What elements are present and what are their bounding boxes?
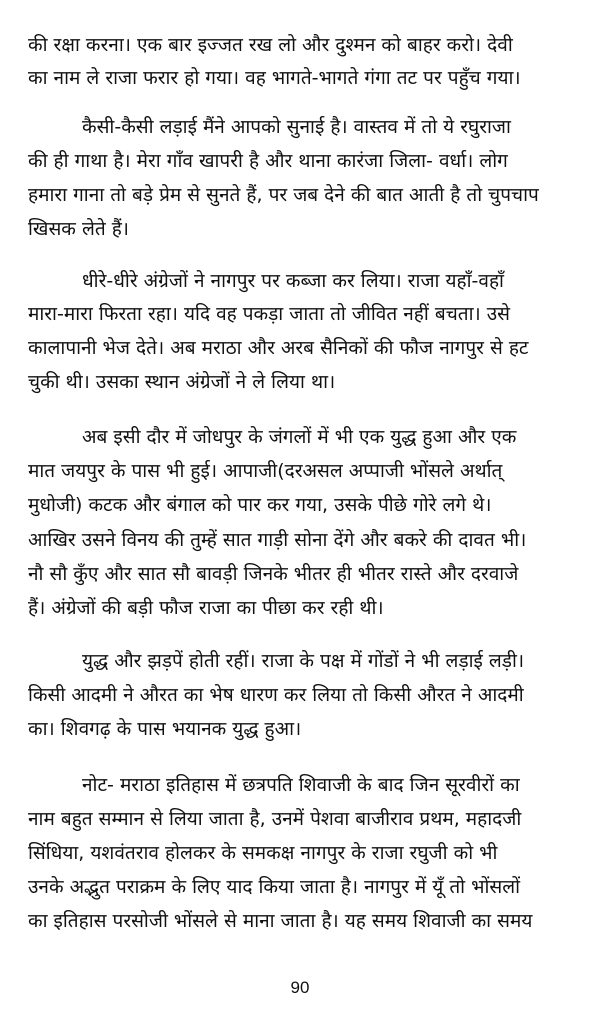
text-line: चुकी थी। उसका स्थान अंग्रेजों ने ले लिया था। [28, 371, 336, 393]
paragraph-first-line: युद्ध और झड़पें होती रहीं। राजा के पक्ष में गोंडों ने भी लड़ाई लड़ी। [82, 650, 525, 672]
text-line: नाम बहुत सम्मान से लिया जाता है, उनमें पेशवा बाजीराव प्रथम, महादजी [28, 808, 522, 830]
text-line: की रक्षा करना। एक बार इज्जत रख लो और दुश्मन को बाहर करो। देवी [28, 34, 513, 56]
text-line: मात जयपुर के पास भी हुई। आपाजी(दरअसल अप्पाजी भोंसले अर्थात् [28, 460, 503, 482]
text-line: हैं। अंग्रेजों की बड़ी फौज राजा का पीछा कर रही थी। [28, 597, 384, 619]
text-line: मुधोजी) कटक और बंगाल को पार कर गया, उसके पीछे गोरे लगे थे। [28, 494, 492, 516]
paragraph-first-line: धीरे-धीरे अंग्रेजों ने नागपुर पर कब्जा कर लिया। राजा यहाँ-वहाँ [82, 270, 504, 292]
text-line: का नाम ले राजा फरार हो गया। वह भागते-भागते गंगा तट पर पहुँच गया। [28, 67, 521, 89]
text-line: की ही गाथा है। मेरा गाँव खापरी है और थाना कारंजा जिला- वर्धा। लोग [28, 150, 508, 172]
text-line: हमारा गाना तो बड़े प्रेम से सुनते हैं, पर जब देने की बात आती है तो चुपचाप [28, 184, 539, 206]
page-number: 90 [290, 978, 310, 997]
text-line: सिंधिया, यशवंतराव होलकर के समकक्ष नागपुर के राजा रघुजी को भी [28, 842, 498, 864]
text-line: का इतिहास परसोजी भोंसले से माना जाता है। यह समय शिवाजी का समय [28, 910, 533, 932]
text-line: कालापानी भेज देते। अब मराठा और अरब सैनिकों की फौज नागपुर से हट [28, 337, 529, 359]
paragraph-first-line: कैसी-कैसी लड़ाई मैंने आपको सुनाई है। वास्तव में तो ये रघुराजा [82, 116, 511, 138]
text-line: नौ सौ कुँए और सात सौ बावड़ी जिनके भीतर ही भीतर रास्ते और दरवाजे [28, 563, 519, 585]
text-line: उनके अद्भुत पराक्रम के लिए याद किया जाता है। नागपुर में यूँ तो भोंसलों [28, 876, 521, 898]
paragraph-first-line: अब इसी दौर में जोधपुर के जंगलों में भी एक युद्ध हुआ और एक [82, 426, 517, 448]
text-line: का। शिवगढ़ के पास भयानक युद्ध हुआ। [28, 718, 302, 740]
text-line: आखिर उसने विनय की तुम्हें सात गाड़ी सोना देंगे और बकरे की दावत भी। [28, 529, 527, 551]
text-line: मारा-मारा फिरता रहा। यदि वह पकड़ा जाता तो जीवित नहीं बचता। उसे [28, 303, 511, 325]
note-first-line: नोट- मराठा इतिहास में छत्रपति शिवाजी के बाद जिन सूरवीरों का [82, 774, 520, 796]
text-line: खिसक लेते हैं। [28, 218, 129, 240]
text-line: किसी आदमी ने औरत का भेष धारण कर लिया तो किसी औरत ने आदमी [28, 684, 524, 706]
